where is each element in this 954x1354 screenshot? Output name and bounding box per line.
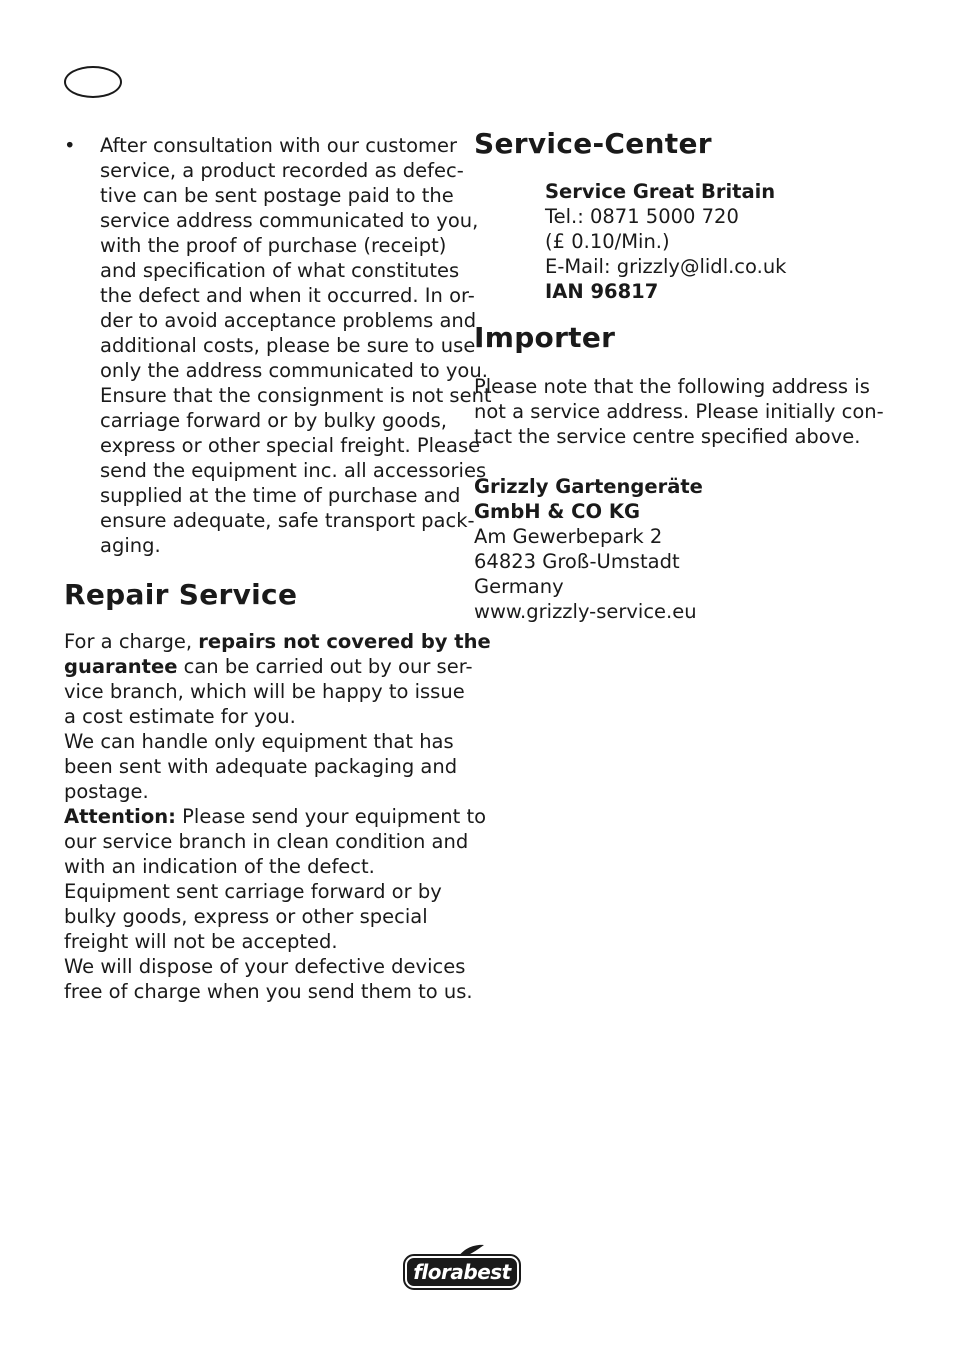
repair-line: For a charge, repairs not covered by the — [64, 630, 491, 653]
importer-country: Germany — [474, 575, 564, 598]
importer-company: Grizzly Gartengeräte — [474, 475, 703, 498]
repair-line: postage. — [64, 780, 149, 803]
shipping-bullet-item — [64, 133, 492, 558]
importer-company: GmbH & CO KG — [474, 500, 640, 523]
bullet-line: the defect and when it occurred. In or- — [100, 284, 475, 307]
repair-line: We will dispose of your defective devices — [64, 955, 466, 978]
service-rate: (£ 0.10/Min.) — [545, 230, 670, 253]
language-marker-oval — [64, 66, 122, 98]
bullet-line: ensure adequate, safe transport pack- — [100, 509, 475, 532]
bullet-line: send the equipment inc. all accessories — [100, 459, 487, 482]
bullet-line: with the proof of purchase (receipt) — [100, 234, 447, 257]
repair-line: vice branch, which will be happy to issue — [64, 680, 465, 703]
repair-line: We can handle only equipment that has — [64, 730, 454, 753]
bullet-line: only the address communicated to you. — [100, 359, 488, 382]
service-center-heading: Service-Center — [474, 127, 712, 160]
repair-line: guarantee can be carried out by our ser- — [64, 655, 473, 678]
service-ian: IAN 96817 — [545, 280, 659, 303]
bullet-line: express or other special freight. Please — [100, 434, 481, 457]
service-name: Service Great Britain — [545, 180, 776, 203]
bullet-line: der to avoid acceptance problems and — [100, 309, 477, 332]
bullet-line: Ensure that the consignment is not sent — [100, 384, 492, 407]
importer-city: 64823 Groß-Umstadt — [474, 550, 680, 573]
bullet-line: and specification of what constitutes — [100, 259, 460, 282]
bullet-line: tive can be sent postage paid to the — [100, 184, 454, 207]
florabest-logo — [405, 1244, 519, 1290]
service-contact-block — [474, 179, 874, 304]
repair-line: Attention: Please send your equipment to — [64, 805, 487, 828]
repair-line: freight will not be accepted. — [64, 930, 338, 953]
bullet-line: service, a product recorded as defec- — [100, 159, 464, 182]
bullet-text — [100, 133, 492, 558]
repair-service-text — [64, 629, 491, 1004]
repair-line: a cost estimate for you. — [64, 705, 296, 728]
importer-street: Am Gewerbepark 2 — [474, 525, 663, 548]
service-email: E-Mail: grizzly@lidl.co.uk — [545, 255, 787, 278]
bullet-dot: • — [64, 134, 76, 157]
bullet-line: supplied at the time of purchase and — [100, 484, 461, 507]
bullet-line: carriage forward or by bulky goods, — [100, 409, 447, 432]
service-phone: Tel.: 0871 5000 720 — [545, 205, 739, 228]
repair-line: our service branch in clean condition and — [64, 830, 469, 853]
repair-line: Equipment sent carriage forward or by — [64, 880, 442, 903]
repair-line: been sent with adequate packaging and — [64, 755, 458, 778]
left-column — [64, 133, 492, 1004]
bullet-line: service address communicated to you, — [100, 209, 479, 232]
attention-label: Attention: — [64, 805, 176, 828]
right-column — [474, 127, 884, 624]
repair-service-heading: Repair Service — [64, 578, 298, 611]
importer-note: Please note that the following address is not a service address. Please initially con- tact the service centre specified above. — [474, 375, 884, 448]
repair-line: with an indication of the defect. — [64, 855, 375, 878]
importer-address — [474, 474, 874, 624]
repair-line: bulky goods, express or other special — [64, 905, 428, 928]
bullet-line: aging. — [100, 534, 161, 557]
repair-line: free of charge when you send them to us. — [64, 980, 473, 1003]
importer-heading: Importer — [474, 321, 616, 354]
bullet-line: After consultation with our customer — [100, 134, 458, 157]
bullet-line: additional costs, please be sure to use — [100, 334, 476, 357]
logo-wordmark: florabest — [413, 1260, 511, 1284]
importer-website: www.grizzly-service.eu — [474, 600, 697, 623]
